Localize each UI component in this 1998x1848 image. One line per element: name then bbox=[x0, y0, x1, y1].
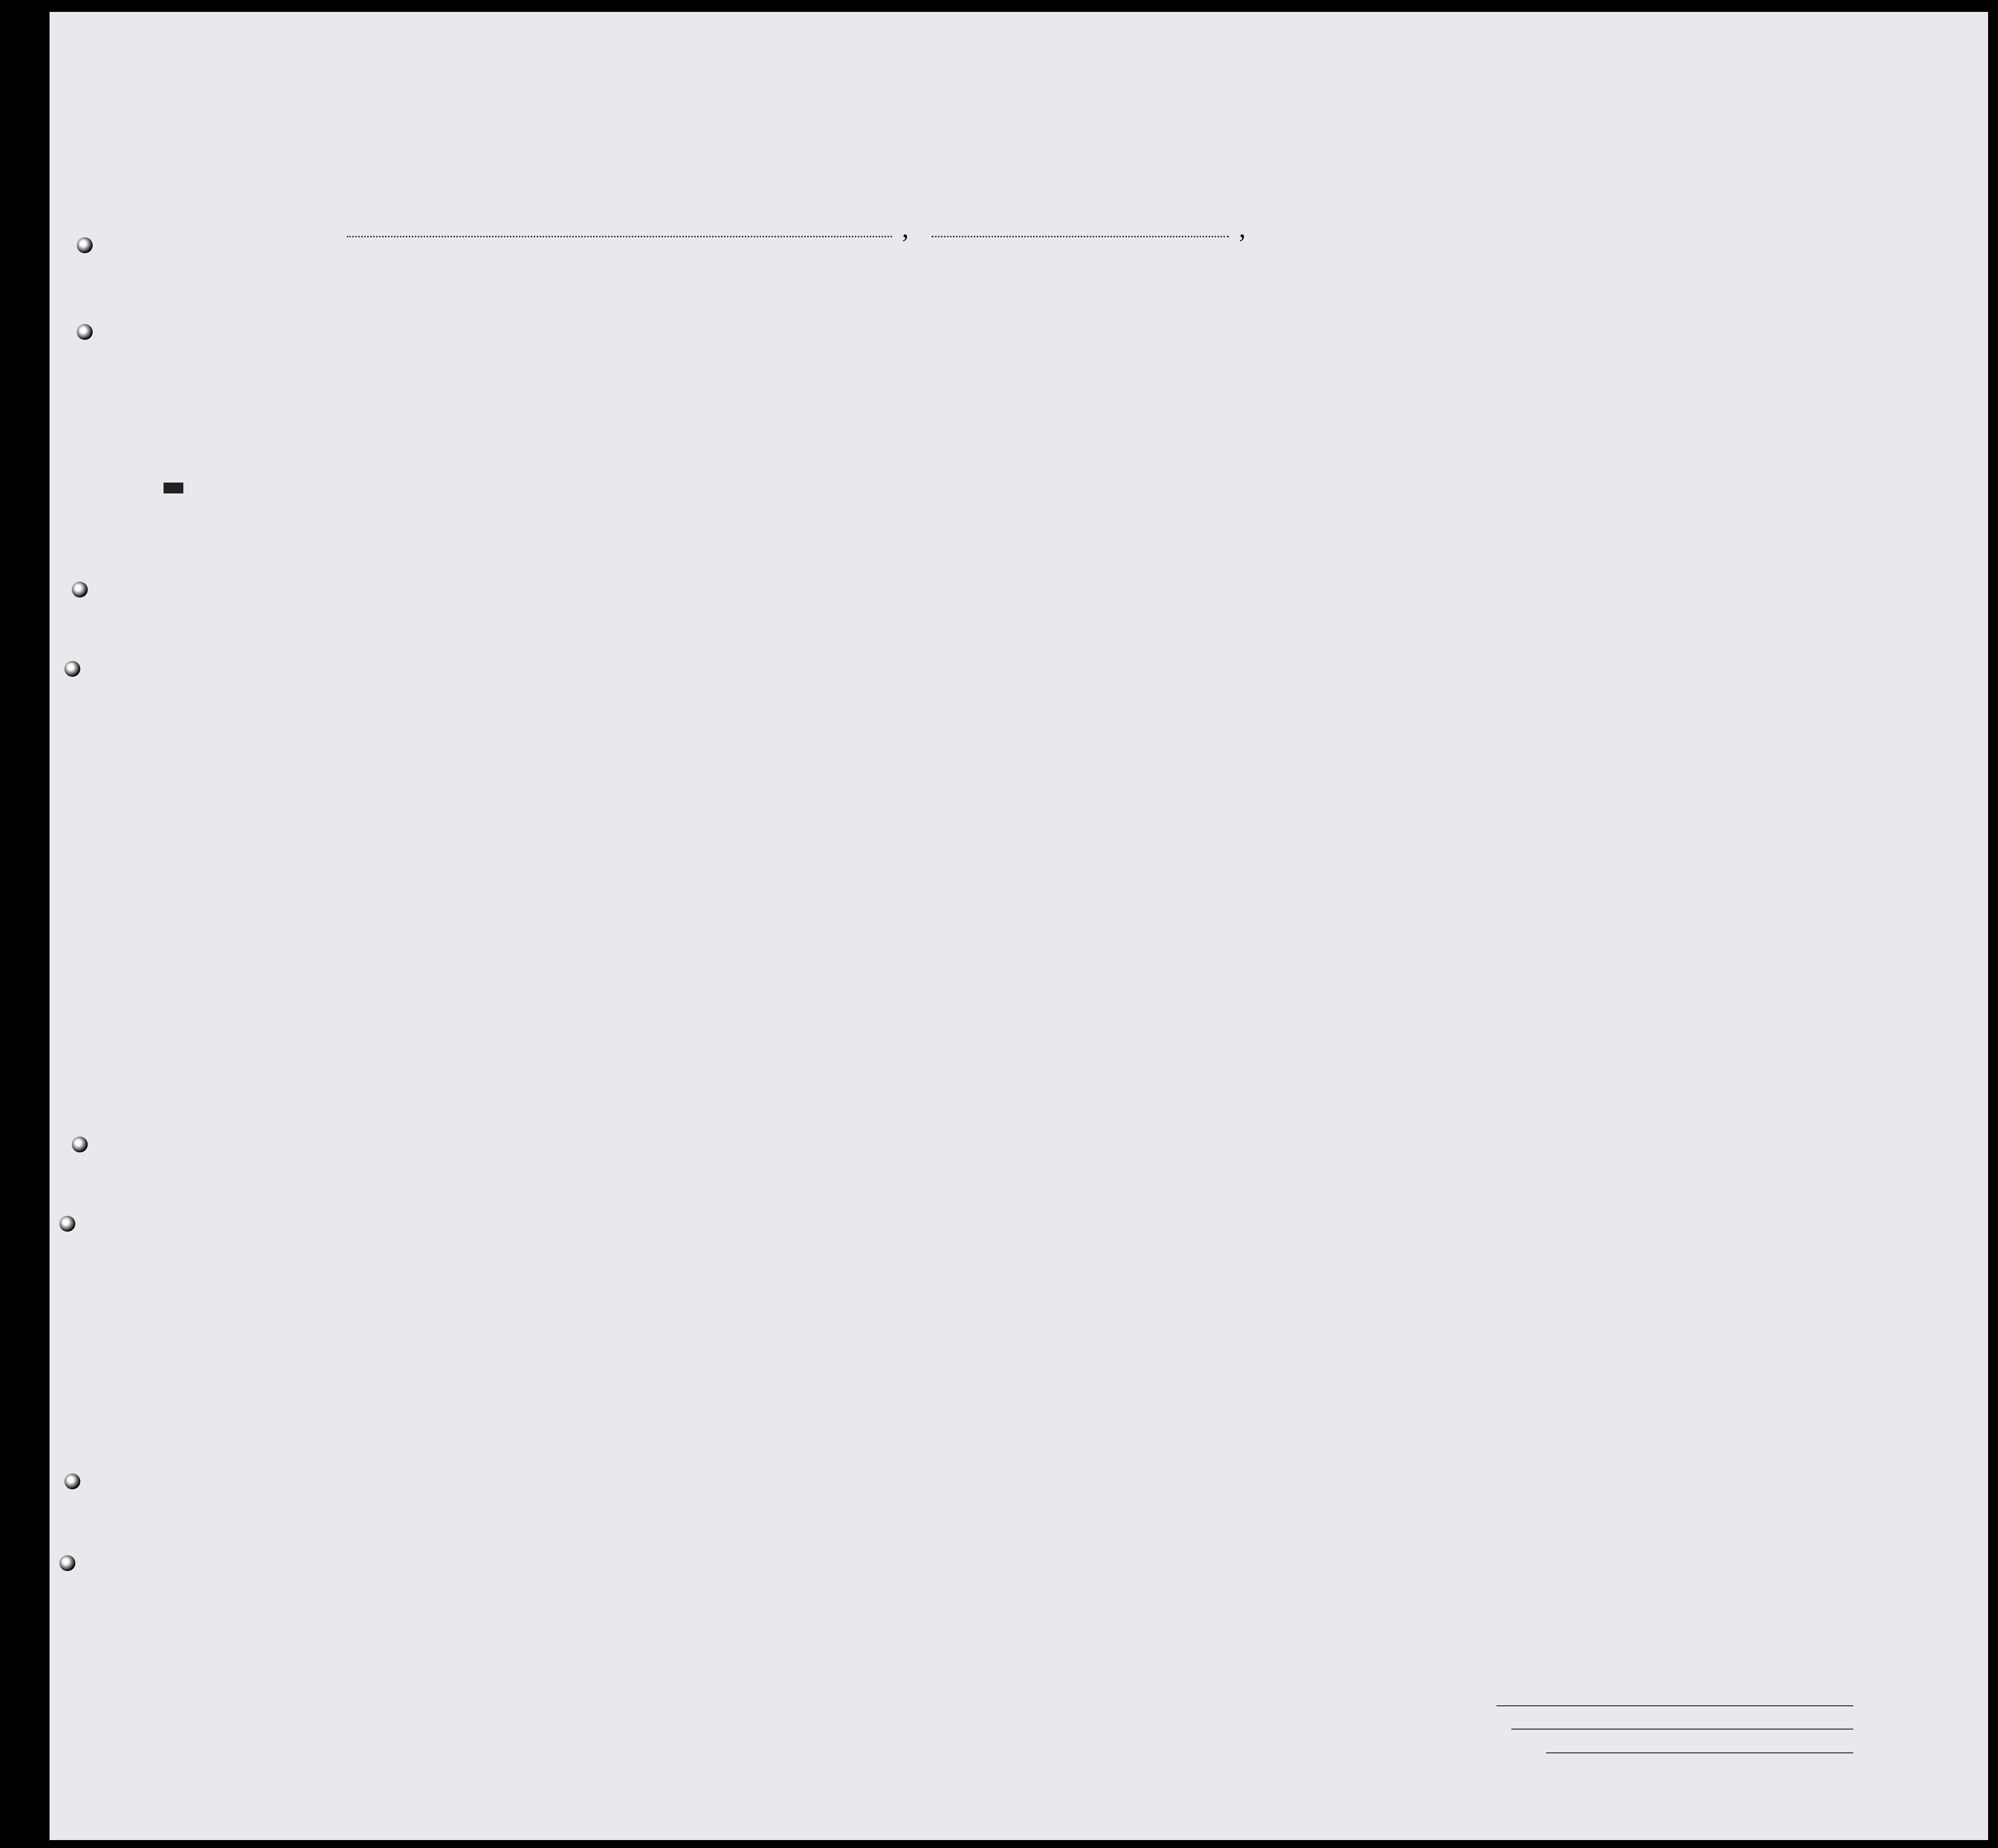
footer-line-rule bbox=[1497, 1705, 1853, 1706]
binder-hole bbox=[59, 1555, 75, 1571]
footer-agents-rule bbox=[1546, 1752, 1853, 1753]
port-underline bbox=[347, 236, 892, 237]
manifest-sheet bbox=[50, 12, 1988, 1840]
binder-hole bbox=[59, 1216, 75, 1232]
binder-hole bbox=[64, 1473, 80, 1489]
comma-1: , bbox=[902, 213, 909, 244]
footer-owners-rule bbox=[1511, 1729, 1853, 1730]
binder-hole bbox=[72, 1137, 88, 1152]
binder-hole bbox=[77, 237, 93, 253]
binder-hole bbox=[77, 324, 93, 340]
list-number bbox=[1749, 94, 1759, 126]
comma-2: , bbox=[1239, 213, 1246, 244]
entry-relative-line1 bbox=[164, 478, 183, 500]
binder-hole bbox=[64, 661, 80, 677]
binder-hole bbox=[72, 582, 88, 598]
table-grid bbox=[50, 12, 1988, 1840]
date-underline bbox=[932, 236, 1229, 237]
redacted-mark bbox=[164, 483, 183, 493]
